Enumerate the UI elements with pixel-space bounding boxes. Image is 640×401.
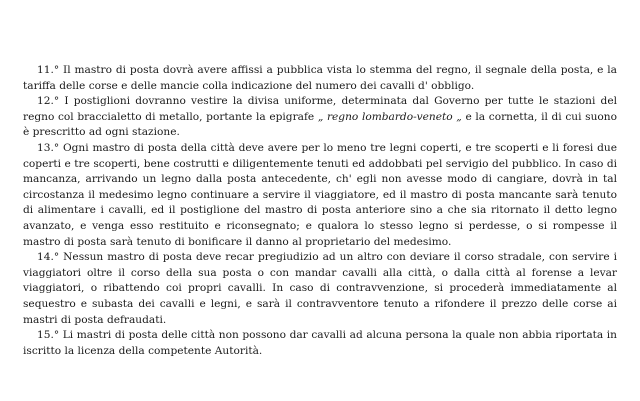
paragraph-text: e la cornetta, il di cui suono è prescritto ad ogni stazione. xyxy=(23,110,617,139)
paragraph-text: I postiglioni dovranno vestire la divisa uniforme, determinata dal Governo per tutte le stazioni del regno col braccialetto di metallo, portante la epigrafe xyxy=(23,95,617,123)
paragraph-number: 14.° xyxy=(37,251,60,264)
paragraph-11 xyxy=(23,63,617,94)
paragraph-text: Ogni mastro di posta della città deve avere per lo meno tre legni coperti, e tre scoperti e li foresi due coperti e tre scoperti, bene costrutti e diligentemente tenuti ed addobbati pel servigio del pubblico. In caso di mancanza, arrivando un legno dalla posta antecedente, ch' egli non avesse modo di cangiare, dovrà in tal circostanza il medesimo legno continuare a servire il viaggiatore, ed il mastro di posta mancante sarà tenuto di alimentare i cavalli, ed il postiglione del mastro di posta anteriore sino a che sia ritornato il detto legno avanzato, e venga esso restituito e riconsegnato; e qualora lo stesso legno si perdesse, o si rompesse il mastro di posta sarà tenuto di bonificare il danno al proprietario del medesimo. xyxy=(23,141,617,248)
paragraph-text: Nessun mastro di posta deve recar pregiudizio ad un altro con deviare il corso stradale, con servire i viaggiatori oltre il corso della sua posta o con mandar cavalli alla città, o dalla città al forense a levar viaggiatori, o ribattendo coi propri cavalli. In caso di contravvenzione, si procederà immediatamente al sequestro e subasta dei cavalli e legni, e sarà il contravventore tenuto a rifondere il prezzo delle corse ai mastri di posta defraudati. xyxy=(23,251,617,326)
paragraph-number: 12.° xyxy=(37,95,60,108)
paragraph-number: 13.° xyxy=(37,141,60,154)
paragraph-13 xyxy=(23,141,617,250)
epigraph-text: „ regno lombardo-veneto „ xyxy=(317,110,462,123)
paragraph-text: Li mastri di posta delle città non possono dar cavalli ad alcuna persona la quale non abbia riportata in iscritto la licenza della competente Autorità. xyxy=(23,329,617,357)
paragraph-15 xyxy=(23,328,617,359)
paragraph-text: Il mastro di posta dovrà avere affissi a pubblica vista lo stemma del regno, il segnale della posta, e la tariffa delle corse e delle mancie colla indicazione del numero dei cavalli d' obbligo. xyxy=(23,64,618,92)
paragraph-number: 15.° xyxy=(37,329,60,342)
paragraph-14 xyxy=(23,250,617,328)
regulation-text xyxy=(23,63,617,359)
paragraph-12 xyxy=(23,94,617,141)
paragraph-number: 11.° xyxy=(37,64,60,76)
